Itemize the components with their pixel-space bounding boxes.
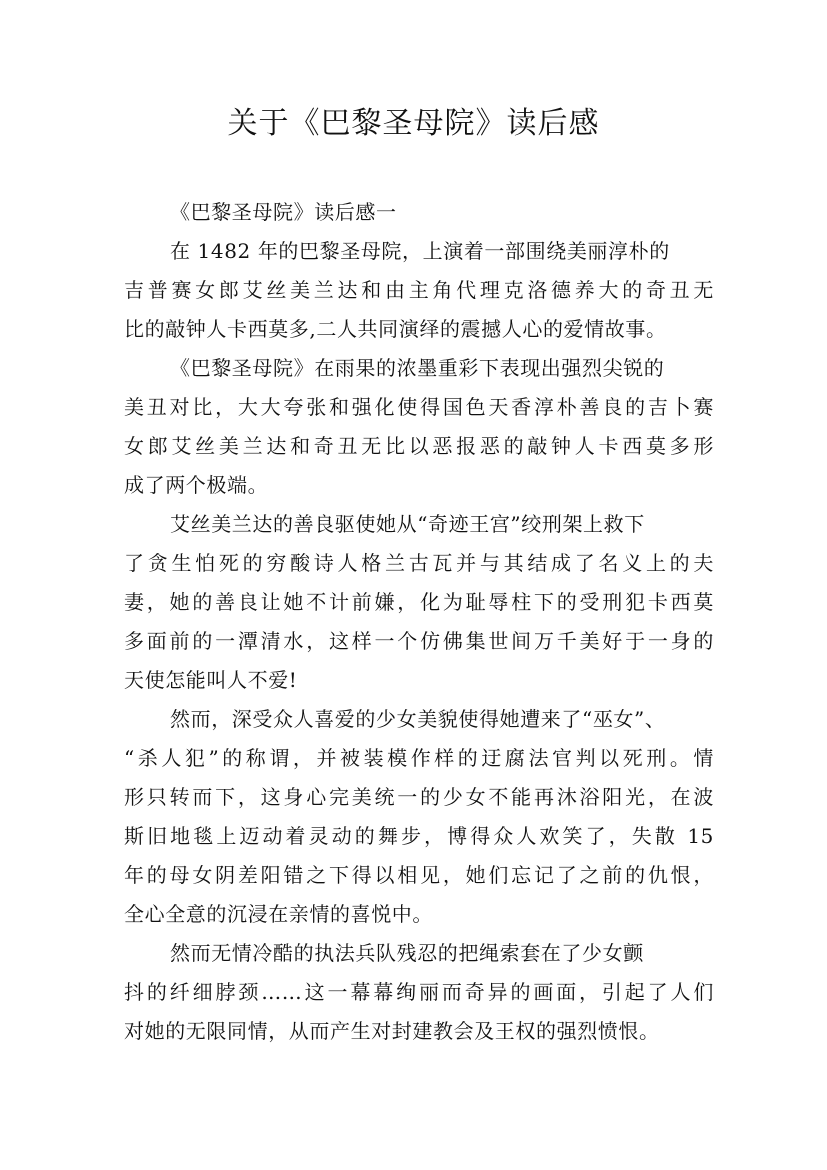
paragraph-line: 形只转而下，这身心完美统一的少女不能再沐浴阳光，在波 [124,785,714,809]
paragraph-2 [124,349,714,505]
paragraph-line: 比的敲钟人卡西莫多,二人共同演绎的震撼人心的爱情故事。 [124,317,667,341]
paragraph-line: 然而，深受众人喜爱的少女美貌使得她遭来了“巫女”、 [170,707,666,731]
paragraph-line: 吉普赛女郎艾丝美兰达和由主角代理克洛德养大的奇丑无 [124,278,714,302]
paragraph-line: 天使怎能叫人不爱! [124,668,298,692]
paragraph-5 [124,934,714,1051]
paragraph-line: 女郎艾丝美兰达和奇丑无比以恶报恶的敲钟人卡西莫多形 [124,434,714,458]
document-title: 关于《巴黎圣母院》读后感 [227,106,600,141]
paragraph-line: 全心全意的沉浸在亲情的喜悦中。 [124,902,433,926]
paragraph-line: 了贪生怕死的穷酸诗人格兰古瓦并与其结成了名义上的夫 [124,551,714,575]
paragraph-line: 成了两个极端。 [124,473,269,497]
paragraph-line: 对她的无限同情，从而产生对封建教会及王权的强烈愤恨。 [124,1019,660,1043]
paragraph-line: 妻，她的善良让她不计前嫌，化为耻辱柱下的受刑犯卡西莫 [124,590,714,614]
paragraph-line: 然而无情冷酷的执法兵队残忍的把绳索套在了少女颤 [170,941,644,965]
paragraph-3 [124,505,714,700]
document-body [124,193,714,1051]
paragraph-line: 年的母女阴差阳错之下得以相见，她们忘记了之前的仇恨， [124,863,714,887]
paragraph-line: 《巴黎圣母院》在雨果的浓墨重彩下表现出强烈尖锐的 [170,356,665,380]
paragraph-line: “杀人犯”的称谓，并被装模作样的迂腐法官判以死刑。情 [124,746,714,770]
paragraph-line: 抖的纤细脖颈……这一幕幕绚丽而奇异的画面，引起了人们 [124,980,714,1004]
paragraph-line: 美丑对比，大大夸张和强化使得国色天香淳朴善良的吉卜赛 [124,395,714,419]
paragraph-line: 多面前的一潭清水，这样一个仿佛集世间万千美好于一身的 [124,629,714,653]
paragraph-line: 艾丝美兰达的善良驱使她从“奇迹王宫”绞刑架上救下 [170,512,645,536]
paragraph-line: 斯旧地毯上迈动着灵动的舞步，博得众人欢笑了，失散 15 [124,824,714,848]
paragraph-4 [124,700,714,934]
essay-subtitle: 《巴黎圣母院》读后感一 [170,200,397,224]
paragraph-line: 在 1482 年的巴黎圣母院，上演着一部围绕美丽淳朴的 [170,239,670,263]
paragraph-1 [124,232,714,349]
